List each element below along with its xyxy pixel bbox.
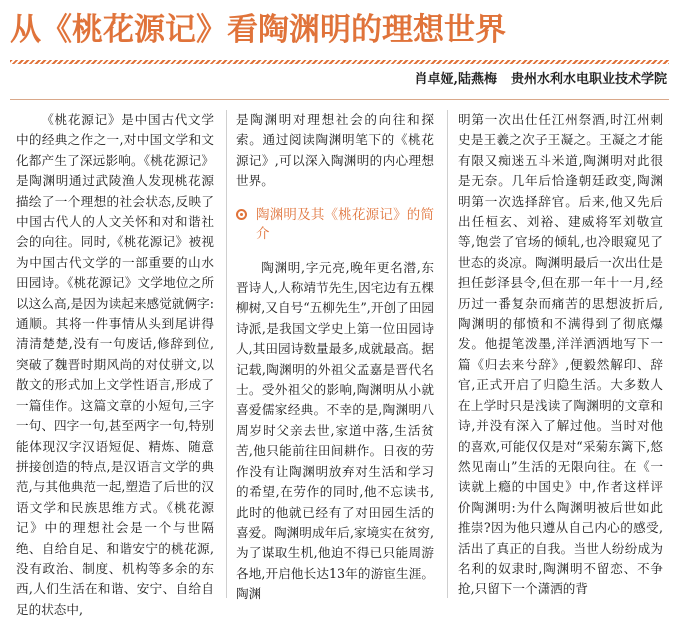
paragraph: 陶渊明,字元亮,晚年更名潜,东晋诗人,人称靖节先生,因宅边有五棵柳树,又自号“五柳先生”,开创了田园诗派,是我国文学史上第一位田园诗人,其田园诗数量最多,成就最高。据记载,陶渊明的外祖父孟嘉是晋代名士。受外祖父的影响,陶渊明从小就喜爱儒家经典。不幸的是,陶渊明八周岁时父亲去世,家道中落,生活贫苦,他只能前往田间耕作。日夜的劳作没有让陶渊明放弃对生活和学习的希望,在劳作的同时,他不忘读书,此时的他就已经有了对田园生活的喜爱。陶渊明成年后,家境实在贫穷,为了谋取生机,他迫不得已只能周游各地,开启他长达13年的游宦生涯。陶渊 xyxy=(236,259,434,602)
section-heading xyxy=(236,206,434,244)
title-divider xyxy=(10,60,669,64)
paragraph: 明第一次出仕任江州祭酒,时江州刺史是王羲之次子王凝之。王凝之才能有限又痴迷五斗米道,陶渊明对此很是无奈。几年后恰逢朝廷政变,陶渊明第一次选择辞官。后来,他又先后出任桓玄、刘裕、建威将军刘敬宣等,饱尝了官场的倾轧,也冷眼窥见了世态的炎凉。陶渊明最后一次出仕是担任彭泽县令,但在那一年十一月,经历过一番复杂而痛苦的思想波折后,陶渊明的郁愤和不满得到了彻底爆发。他提笔泼墨,洋洋洒洒地写下一篇《归去来兮辞》,便毅然解印、辞官,正式开启了归隐生活。大多数人在上学时只是浅读了陶渊明的文章和诗,并没有深入了解过他。当时对他的喜欢,可能仅仅是对“采菊东篱下,悠然见南山”生活的无限向往。在《一读就上瘾的中国史》中,作者这样评价陶渊明:为什么陶渊明被后世如此推崇?因为他只遵从自己内心的感受,活出了真正的自我。当世人纷纷成为名利的奴隶时,陶渊明不留恋、不争抢,只留下一个潇洒的背 xyxy=(458,112,663,597)
column-divider xyxy=(226,110,227,598)
body-top-rule xyxy=(10,99,669,100)
section-bullet-icon xyxy=(236,209,247,220)
column-divider xyxy=(447,110,448,598)
article-title: 从《桃花源记》看陶渊明的理想世界 xyxy=(10,12,506,48)
column-3 xyxy=(458,110,663,600)
paragraph: 是陶渊明对理想社会的向往和探索。通过阅读陶渊明笔下的《桃花源记》,可以深入陶渊明的内心理想世界。 xyxy=(236,112,434,189)
column-1 xyxy=(16,110,214,617)
byline xyxy=(414,70,667,90)
authors: 肖卓娅,陆燕梅 xyxy=(414,72,497,87)
affiliation: 贵州水利水电职业技术学院 xyxy=(510,72,667,87)
section-heading-text: 陶渊明及其《桃花源记》的简介 xyxy=(256,206,434,242)
column-2 xyxy=(236,110,434,600)
paragraph: 《桃花源记》是中国古代文学中的经典之作之一,对中国文学和文化都产生了深远影响。《桃花源记》是陶渊明通过武陵渔人发现桃花源描绘了一个理想的社会状态,反映了中国古代人的人文关怀和对和谐社会的向往。同时,《桃花源记》被视为中国古代文学的一部重要的山水田园诗。《桃花源记》文学地位之所以这么高,是因为读起来感觉就俩字:通顺。其将一件事情从头到尾讲得清清楚楚,没有一句废话,修辞到位,突破了魏晋时期风尚的对仗骈文,以散文的形式加上文学性语言,形成了一篇佳作。这篇文章的小短句,三字一句、四字一句,甚至两字一句,特别能体现汉字汉语短促、精炼、随意拼接创造的特点,是汉语言文学的典范,与其他典范一起,塑造了后世的汉语文学和民族思维方式。《桃花源记》中的理想社会是一个与世隔绝、自给自足、和谐安宁的桃花源,没有政治、制度、机构等多余的东西,人们生活在和谐、安宁、自给自足的状态中, xyxy=(16,112,214,617)
